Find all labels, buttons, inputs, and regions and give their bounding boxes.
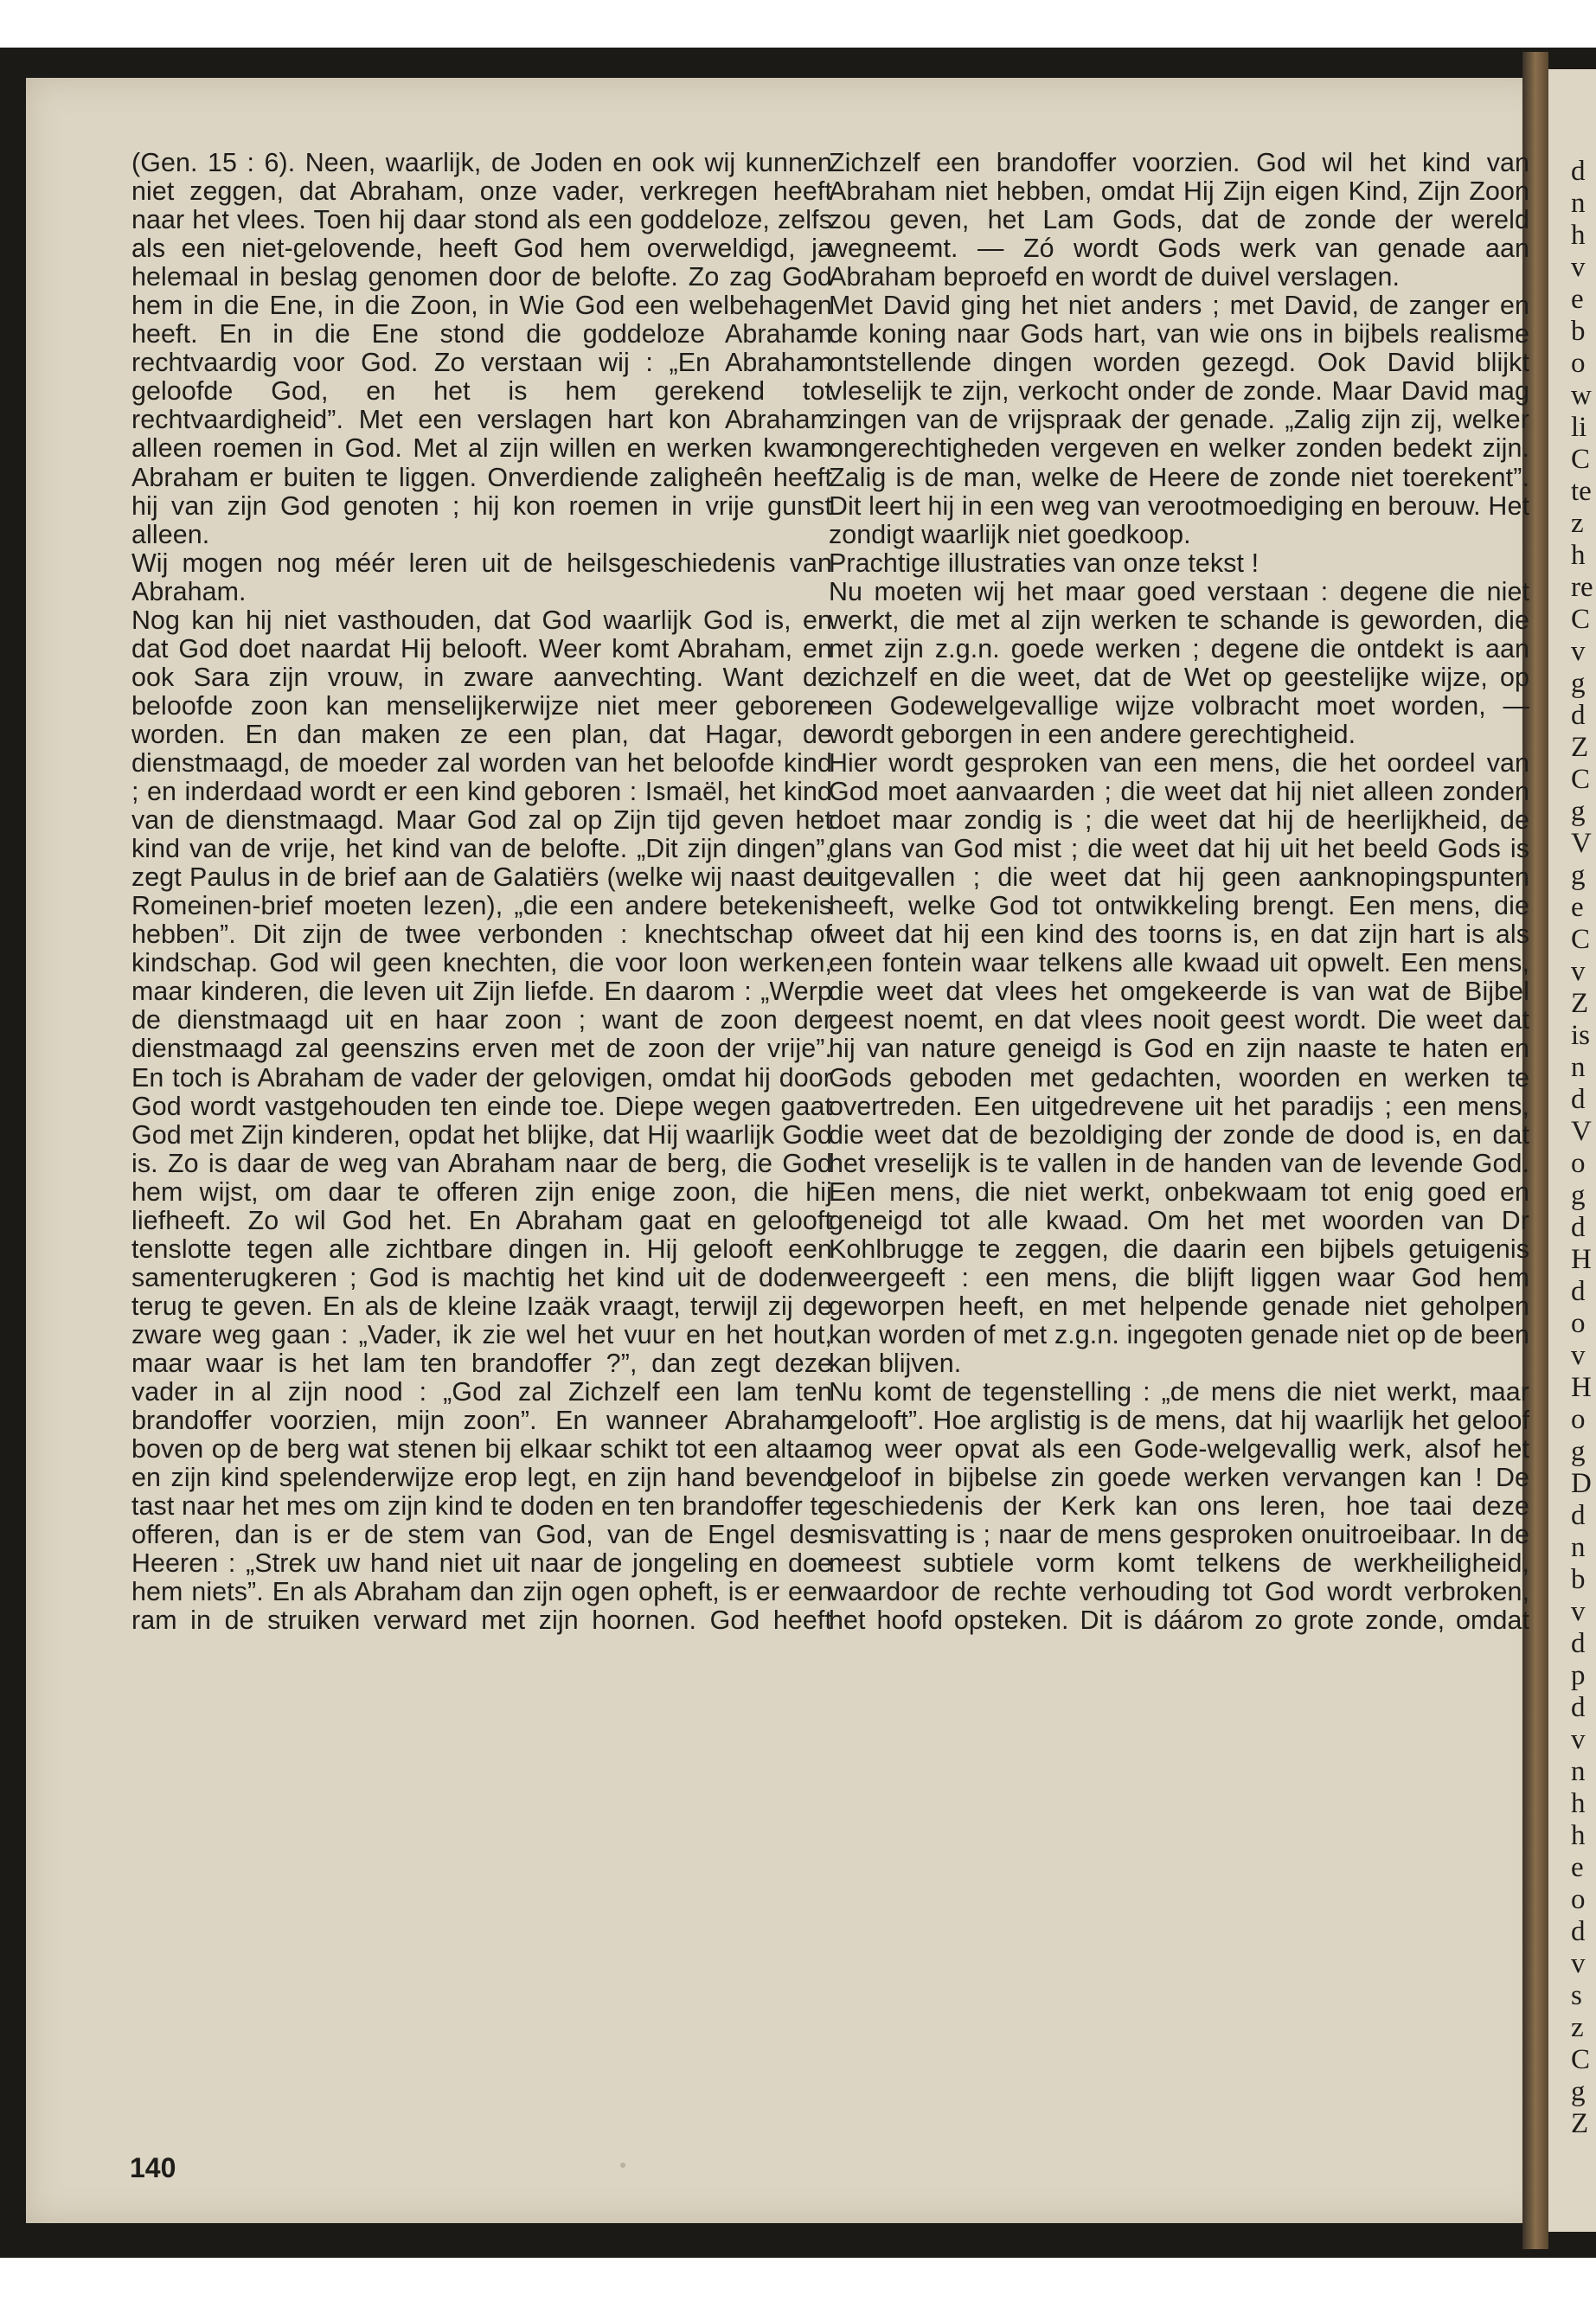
adjacent-page-letter: h <box>1571 220 1586 251</box>
right-text-column <box>829 149 1529 1635</box>
paragraph: (Gen. 15 : 6). Neen, waarlijk, de Joden en ook wij kunnen niet zeggen, dat Abraham, onze vader, verkregen heeft naar het vlees. Toen hij daar stond als een goddeloze, zelfs als een niet-gelovende, heeft God hem overweldigd, ja helemaal in beslag genomen door de belofte. Zo zag God hem in die Ene, in die Zoon, in Wie God een welbehagen heeft. En in die Ene stond die goddeloze Abraham rechtvaardig voor God. Zo verstaan wij : „En Abraham geloofde God, en het is hem gerekend tot rechtvaardigheid”. Met een verslagen hart kon Abraham alleen roemen in God. Met al zijn willen en werken kwam Abraham er buiten te liggen. Onverdiende zaligheên heeft hij van zijn God genoten ; hij kon roemen in vrije gunst alleen. <box>131 148 832 549</box>
adjacent-page-letter: V <box>1571 1116 1592 1147</box>
paragraph: Wij mogen nog méér leren uit de heilsgeschiedenis van Abraham. <box>131 548 832 606</box>
adjacent-page-letter: o <box>1571 1308 1586 1339</box>
adjacent-page-letter: C <box>1571 2044 1591 2075</box>
adjacent-page-letter: v <box>1571 956 1586 987</box>
adjacent-page-letter: z <box>1571 2012 1584 2043</box>
adjacent-page-letter: b <box>1571 316 1586 347</box>
adjacent-page-letter: e <box>1571 892 1584 923</box>
paragraph: Nu moeten wij het maar goed verstaan : degene die niet werkt, die met al zijn werken te schande is geworden, die met zijn z.g.n. goede werken ; degene die ontdekt is aan zichzelf en die weet, dat de Wet op geestelijke wijze, op een Godewelgevallige wijze volbracht moet worden, — wordt geborgen in een andere gerechtigheid. <box>829 576 1529 749</box>
adjacent-page-letter: is <box>1571 1020 1591 1051</box>
adjacent-page-letter: g <box>1571 860 1586 891</box>
paragraph: Nog kan hij niet vasthouden, dat God waarlijk God is, en dat God doet naardat Hij belooft. Weer komt Abraham, en ook Sara zijn vrouw, in zware aanvechting. Want de beloofde zoon kan menselijkerwijze niet meer geboren worden. En dan maken ze een plan, dat Hagar, de dienstmaagd, de moeder zal worden van het beloofde kind ; en inderdaad wordt er een kind geboren : Ismaël, het kind van de dienstmaagd. Maar God zal op Zijn tijd geven het kind van de vrije, het kind van de belofte. „Dit zijn dingen”, zegt Paulus in de brief aan de Galatiërs (welke wij naast de Romeinen-brief moeten lezen), „die een andere betekenis hebben”. Dit zijn de twee verbonden : knechtschap of kindschap. God wil geen knechten, die voor loon werken, maar kinderen, die leven uit Zijn liefde. En daarom : „Werp de dienstmaagd uit en haar zoon ; want de zoon der dienstmaagd zal geenszins erven met de zoon der vrije”. En toch is Abraham de vader der gelovigen, omdat hij door God wordt vastgehouden ten einde toe. Diepe wegen gaat God met Zijn kinderen, opdat het blijke, dat Hij waarlijk God is. Zo is daar de weg van Abraham naar de berg, die God hem wijst, om daar te offeren zijn enige zoon, die hij liefheeft. Zo wil God het. En Abraham gaat en gelooft tenslotte tegen alle zichtbare dingen in. Hij gelooft een samenterugkeren ; God is machtig het kind uit de doden terug te geven. En als de kleine Izaäk vraagt, terwijl zij de zware weg gaan : „Vader, ik zie wel het vuur en het hout, maar waar is het lam ten brandoffer ?”, dan zegt deze vader in al zijn nood : „God zal Zichzelf een lam ten brandoffer voorzien, mijn zoon”. En wanneer Abraham boven op de berg wat stenen bij elkaar schikt tot een altaar en zijn kind spelenderwijze erop legt, en zijn hand bevend tast naar het mes om zijn kind te doden en ten brandoffer te offeren, dan is er de stem van God, van de Engel des Heeren : „Strek uw hand niet uit naar de jongeling en doe hem niets”. En als Abraham dan zijn ogen opheft, is er een ram in de struiken verward met zijn hoornen. God heeft <box>131 605 832 1636</box>
adjacent-page-letter: g <box>1571 668 1586 699</box>
adjacent-page-letter: d <box>1571 1692 1586 1723</box>
adjacent-page-letter: e <box>1571 284 1584 315</box>
adjacent-page-letter: v <box>1571 1724 1586 1755</box>
adjacent-page-letter: p <box>1571 1660 1586 1691</box>
adjacent-page-letter: d <box>1571 700 1586 731</box>
adjacent-page-letter: d <box>1571 1084 1586 1115</box>
adjacent-page-letter: H <box>1571 1372 1592 1403</box>
adjacent-page-letter: g <box>1571 1180 1586 1211</box>
adjacent-page-letter: v <box>1571 1340 1586 1371</box>
adjacent-page-letter: h <box>1571 540 1586 571</box>
adjacent-page-letter: C <box>1571 604 1591 635</box>
adjacent-page-letter: w <box>1571 380 1592 411</box>
adjacent-page-letter: li <box>1571 412 1587 443</box>
paragraph: Prachtige illustraties van onze tekst ! <box>829 548 1259 578</box>
left-text-column <box>131 149 832 1635</box>
adjacent-page-letter: n <box>1571 1532 1586 1563</box>
adjacent-page-letter: v <box>1571 636 1586 667</box>
adjacent-page-letter: d <box>1571 156 1586 187</box>
adjacent-page-letter: v <box>1571 1596 1586 1627</box>
paragraph: Met David ging het niet anders ; met David, de zanger en de koning naar Gods hart, van wie ons in bijbels realisme ontstellende dingen worden gezegd. Ook David blijkt vleselijk te zijn, verkocht onder de zonde. Maar David mag zingen van de vrijspraak der genade. „Zalig zijn zij, welker ongerechtigheden vergeven en welker zonden bedekt zijn. Zalig is de man, welke de Heere de zonde niet toerekent”. Dit leert hij in een weg van verootmoediging en berouw. Het zondigt waarlijk niet goedkoop. <box>829 291 1529 549</box>
adjacent-page-letter: D <box>1571 1468 1592 1499</box>
adjacent-page-letter: d <box>1571 1500 1586 1531</box>
paragraph: Hier wordt gesproken van een mens, die het oordeel van God moet aanvaarden ; die weet dat hij niet alleen zonden doet maar zondig is ; die weet dat hij de heerlijkheid, de glans van God mist ; die weet dat hij uit het beeld Gods is uitgevallen ; die weet dat hij geen aanknopingspunten heeft, welke God tot ontwikkeling brengt. Een mens, die weet dat hij een kind des toorns is, en dat zijn hart is als een fontein waar telkens alle kwaad uit opwelt. Een mens, die weet dat vlees het omgekeerde is van wat de Bijbel geest noemt, en dat vlees nooit geest wordt. Die weet dat hij van nature geneigd is God en zijn naaste te haten en Gods geboden met gedachten, woorden en werken te overtreden. Een uitgedrevene uit het paradijs ; een mens, die weet dat de bezoldiging der zonde de dood is, en dat het vreselijk is te vallen in de handen van de levende God. Een mens, die niet werkt, onbekwaam tot enig goed en geneigd tot alle kwaad. Om het met woorden van Dr Kohlbrugge te zeggen, die daarin een bijbels getuigenis weergeeft : een mens, die blijft liggen waar God hem geworpen heeft, en met helpende genade niet geholpen kan worden of met z.g.n. ingegoten genade niet op de been kan blijven. <box>829 747 1529 1378</box>
adjacent-page-letter: s <box>1571 1980 1582 2011</box>
adjacent-page-letter: g <box>1571 796 1586 827</box>
adjacent-page-letter: Z <box>1571 732 1589 763</box>
adjacent-page-letter: g <box>1571 2076 1586 2107</box>
adjacent-page-letter: V <box>1571 828 1592 859</box>
adjacent-page-letter: n <box>1571 1756 1586 1787</box>
adjacent-page-letter: H <box>1571 1244 1592 1275</box>
adjacent-page-letter: te <box>1571 476 1592 507</box>
adjacent-page-letter: d <box>1571 1212 1586 1243</box>
adjacent-page-letter: Z <box>1571 988 1589 1019</box>
adjacent-page-letter: Z <box>1571 2108 1589 2139</box>
adjacent-page-letter: e <box>1571 1852 1584 1883</box>
paper-speck <box>620 2163 625 2168</box>
page-number: 140 <box>130 2152 176 2183</box>
adjacent-page-edge <box>1548 69 1596 2232</box>
adjacent-page-letter: v <box>1571 252 1586 283</box>
adjacent-page-letter: o <box>1571 1148 1586 1179</box>
adjacent-page-letter: C <box>1571 444 1591 475</box>
adjacent-page-letter: n <box>1571 188 1586 219</box>
adjacent-page-letter: o <box>1571 1404 1586 1435</box>
adjacent-page-letter: b <box>1571 1564 1586 1595</box>
paragraph: Nu komt de tegenstelling : „de mens die niet werkt, maar gelooft”. Hoe arglistig is de mens, dat hij waarlijk het geloof nog weer opvat als een Gode-welgevallig werk, alsof het geloof in bijbelse zin goede werken vervangen kan ! De geschiedenis der Kerk kan ons leren, hoe taai deze misvatting is ; naar de mens gesproken onuitroeibaar. In de meest subtiele vorm komt telkens de werkheiligheid, waardoor de rechte verhouding tot God wordt verbroken, het hoofd opsteken. Dit is dáárom zo grote zonde, omdat <box>829 1377 1529 1636</box>
adjacent-page-letter: d <box>1571 1628 1586 1659</box>
adjacent-page-letter: h <box>1571 1788 1586 1819</box>
adjacent-page-letter: d <box>1571 1916 1586 1947</box>
adjacent-page-letter: v <box>1571 1948 1586 1979</box>
adjacent-page-letter: h <box>1571 1820 1586 1851</box>
adjacent-page-letter: C <box>1571 764 1591 795</box>
adjacent-page-letter: d <box>1571 1276 1586 1307</box>
adjacent-page-letter: re <box>1571 572 1593 603</box>
adjacent-page-letter: C <box>1571 924 1591 955</box>
adjacent-page-letter: o <box>1571 1884 1586 1915</box>
adjacent-page-letter: o <box>1571 348 1586 379</box>
adjacent-page-letter: z <box>1571 508 1584 539</box>
adjacent-page-letter: g <box>1571 1436 1586 1467</box>
paragraph: Zichzelf een brandoffer voorzien. God wil het kind van Abraham niet hebben, omdat Hij Zijn eigen Kind, Zijn Zoon zou geven, het Lam Gods, dat de zonde der wereld wegneemt. — Zó wordt Gods werk van genade aan Abraham beproefd en wordt de duivel verslagen. <box>829 148 1529 292</box>
adjacent-page-letter: n <box>1571 1052 1586 1083</box>
